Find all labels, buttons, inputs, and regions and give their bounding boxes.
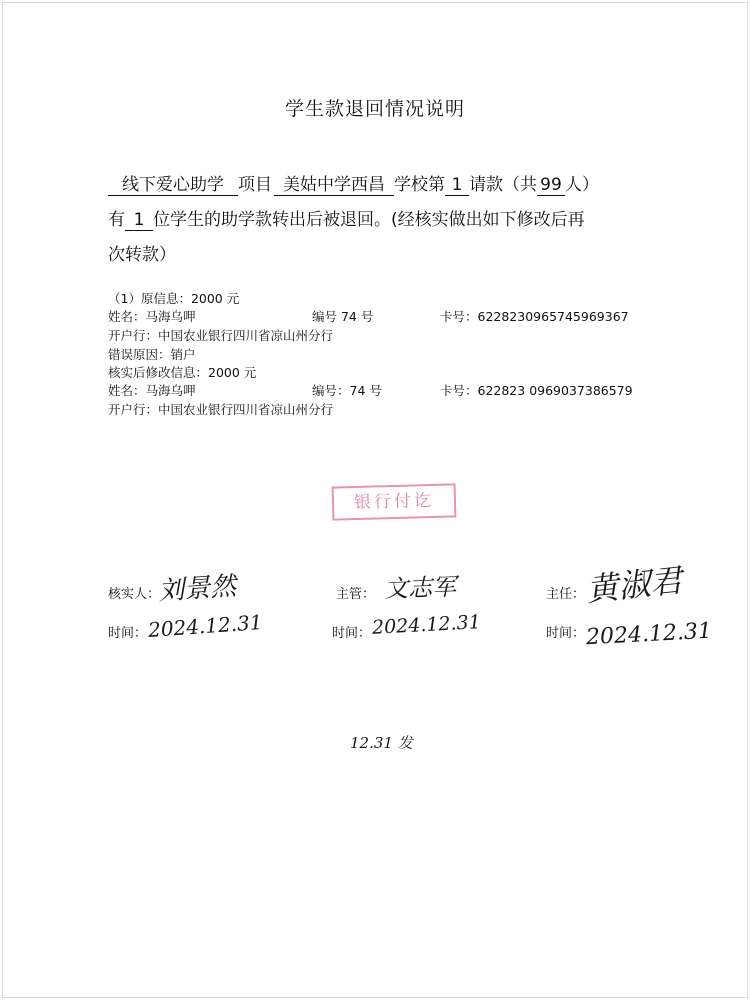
paragraph-line-3: 次转款） [108,245,176,265]
project-label: 项目 [238,175,272,195]
date-2: 2024.12.31 [371,611,482,639]
bank-paid-stamp: 银行付讫 [332,483,457,520]
date-1: 2024.12.31 [147,610,264,642]
paragraph-line-1 [108,170,599,196]
footer-note: 12.31 发 [350,734,413,752]
original-name: 姓名：马海乌呷 [108,309,196,324]
batch-number: 1 [445,175,469,196]
original-card-number: 卡号：6228230965745969367 [440,309,629,324]
error-reason: 错误原因：销户 [108,347,196,362]
supervisor-label: 主管： [336,587,376,602]
total-count: 99 [537,175,565,196]
revised-card-number: 卡号：622823 0969037386579 [440,383,633,398]
time-label-3: 时间： [546,626,586,641]
time-label-1: 时间： [108,626,148,641]
paragraph-line-2 [108,205,585,231]
project-name: 线下爱心助学 [108,175,238,196]
date-3: 2024.12.31 [585,618,713,651]
revised-name: 姓名：马海乌呷 [108,383,196,398]
line2-rest: 位学生的助学款转出后被退回。(经核实做出如下修改后再 [153,210,585,230]
revised-serial: 编号：74 号 [312,383,382,398]
time-label-2: 时间： [332,626,372,641]
revised-info-header: 核实后修改信息：2000 元 [108,365,257,380]
original-serial: 编号 74 号 [312,309,374,324]
school-name: 美姑中学西昌 [274,175,394,196]
director-signature: 黄淑君 [584,561,684,609]
document-title: 学生款退回情况说明 [284,98,465,120]
original-bank: 开户行：中国农业银行四川省凉山州分行 [108,328,334,343]
original-info-header: （1）原信息：2000 元 [108,291,240,306]
total-unit: 人） [565,175,599,195]
director-label: 主任： [546,587,586,602]
school-label: 学校第 [394,175,445,195]
returned-count: 1 [125,210,153,231]
verifier-label: 核实人： [108,587,161,602]
line2-prefix: 有 [108,210,125,230]
revised-bank: 开户行：中国农业银行四川省凉山州分行 [108,402,334,417]
request-label: 请款（共 [469,175,537,195]
verifier-signature: 刘景然 [157,571,238,607]
supervisor-signature: 文志军 [383,572,457,604]
